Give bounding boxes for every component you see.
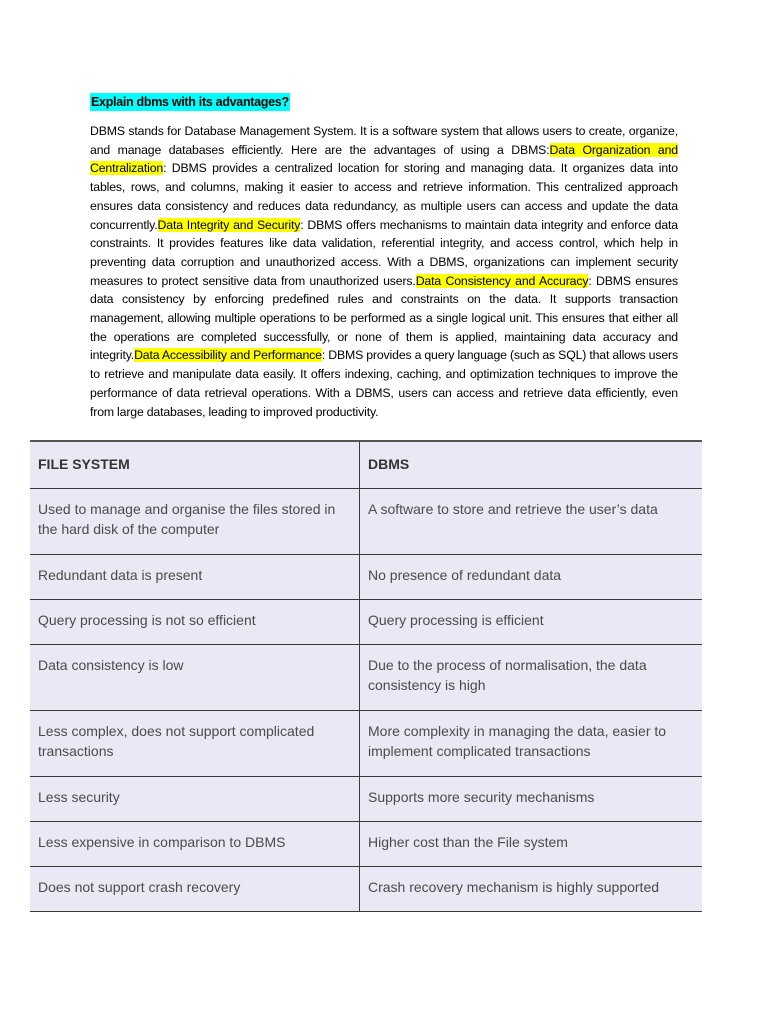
question-heading: Explain dbms with its advantages? xyxy=(91,95,289,109)
highlighted-term: Data Consistency and Accuracy xyxy=(415,273,589,288)
comparison-table xyxy=(30,440,702,912)
file-system-cell: Less expensive in comparison to DBMS xyxy=(30,822,360,867)
file-system-cell: Redundant data is present xyxy=(30,555,360,600)
file-system-cell: Data consistency is low xyxy=(30,645,360,711)
header-file-system: FILE SYSTEM xyxy=(30,441,360,489)
file-system-cell: Query processing is not so efficient xyxy=(30,600,360,645)
table-row xyxy=(30,822,702,867)
highlighted-term: Data Integrity and Security xyxy=(157,217,301,232)
table-row xyxy=(30,867,702,912)
dbms-cell: More complexity in managing the data, easier to implement complicated transactions xyxy=(360,711,703,777)
dbms-cell: Higher cost than the File system xyxy=(360,822,703,867)
table-row xyxy=(30,711,702,777)
table-row xyxy=(30,489,702,555)
table-row xyxy=(30,600,702,645)
answer-text: DBMS stands for Database Management System. It is a software system that allows users to create, organize, and manage databases efficiently. Here are the advantages of using a DBMS: xyxy=(90,124,678,157)
table-row xyxy=(30,555,702,600)
answer-paragraph xyxy=(90,122,678,421)
file-system-cell: Less complex, does not support complicated transactions xyxy=(30,711,360,777)
highlighted-term: Data Accessibility and Performance xyxy=(134,348,322,363)
highlighted-term: Data Organization and Centralization xyxy=(90,142,679,176)
dbms-cell: Due to the process of normalisation, the data consistency is high xyxy=(360,645,703,711)
file-system-cell: Used to manage and organise the files stored in the hard disk of the computer xyxy=(30,489,360,555)
header-dbms: DBMS xyxy=(360,441,703,489)
table-header-row xyxy=(30,441,702,489)
answer-text: : DBMS offers mechanisms to maintain data integrity and enforce data constraints. It provides features like data validation, referential integrity, and access control, which help in preventing data corruption and unauthorized access. With a DBMS, organizations can implement security measures to protect sensitive data from unauthorized users. xyxy=(90,217,678,288)
file-system-cell: Does not support crash recovery xyxy=(30,867,360,912)
dbms-cell: A software to store and retrieve the user’s data xyxy=(360,489,703,555)
dbms-cell: No presence of redundant data xyxy=(360,555,703,600)
answer-text: : DBMS provides a query language (such as SQL) that allows users to retrieve and manipulate data easily. It offers indexing, caching, and optimization techniques to improve the performance of data retrieval operations. With a DBMS, users can access and retrieve data efficiently, even from large databases, leading to improved productivity. xyxy=(90,348,678,419)
file-system-cell: Less security xyxy=(30,777,360,822)
table-row xyxy=(30,645,702,711)
dbms-cell: Query processing is efficient xyxy=(360,600,703,645)
dbms-cell: Supports more security mechanisms xyxy=(360,777,703,822)
dbms-cell: Crash recovery mechanism is highly supported xyxy=(360,867,703,912)
answer-text: : DBMS ensures data consistency by enforcing predefined rules and constraints on the data. It supports transaction management, allowing multiple operations to be performed as a single logical unit. This ensures that either all the operations are completed successfully, or none of them is applied, maintaining data accuracy and integrity. xyxy=(90,273,678,363)
answer-text: : DBMS provides a centralized location for storing and managing data. It organizes data into tables, rows, and columns, making it easier to access and retrieve information. This centralized approach ensures data consistency and reduces data redundancy, as multiple users can access and update the data concurrently. xyxy=(90,161,678,232)
table-row xyxy=(30,777,702,822)
